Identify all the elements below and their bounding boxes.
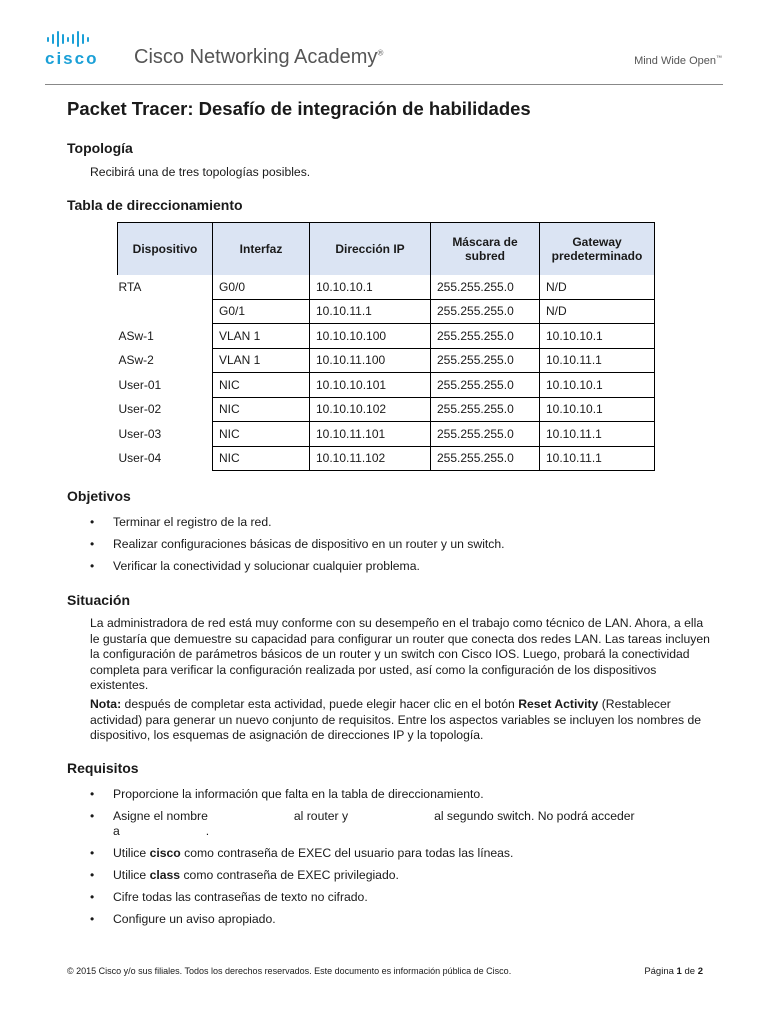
academy-title: Cisco Networking Academy® (134, 46, 384, 68)
cell-device: User-01 (118, 377, 162, 392)
cell-interface: VLAN 1 (213, 348, 310, 373)
cisco-bars-icon (47, 30, 125, 48)
requirements-heading: Requisitos (67, 760, 139, 776)
requirements-list (90, 787, 635, 934)
cell-mask: 255.255.255.0 (431, 348, 540, 373)
cell-mask: 255.255.255.0 (431, 446, 540, 471)
cell-mask: 255.255.255.0 (431, 324, 540, 349)
cell-gateway: 10.10.10.1 (540, 373, 655, 398)
column-header: Dispositivo (118, 223, 213, 276)
header-divider (45, 84, 723, 85)
list-item: • Cifre todas las contraseñas de texto no cifrado. (90, 890, 635, 912)
cell-mask: 255.255.255.0 (431, 397, 540, 422)
cell-interface: VLAN 1 (213, 324, 310, 349)
cell-ip: 10.10.10.101 (310, 373, 431, 398)
cell-device: User-04 (118, 451, 162, 466)
column-header: Dirección IP (310, 223, 431, 276)
cell-gateway: 10.10.10.1 (540, 324, 655, 349)
cell-ip: 10.10.10.100 (310, 324, 431, 349)
column-header: Interfaz (213, 223, 310, 276)
column-header: Gateway predeterminado (540, 223, 655, 276)
cell-ip: 10.10.10.102 (310, 397, 431, 422)
cell-gateway: N/D (540, 299, 655, 324)
cell-device: ASw-1 (118, 328, 154, 343)
table-row (118, 397, 655, 422)
list-item: • Realizar configuraciones básicas de dispositivo en un router y un switch. (90, 537, 505, 559)
cell-interface: NIC (213, 373, 310, 398)
cell-ip: 10.10.11.101 (310, 422, 431, 447)
cell-mask: 255.255.255.0 (431, 299, 540, 324)
table-row (118, 422, 655, 447)
page-number: Página 1 de 2 (644, 966, 703, 977)
situation-paragraph: La administradora de red está muy conforme con su desempeño en el trabajo como técnico de LAN. Ahora, a ella le gustaría que demuestre su capacidad para configurar un router que conecta dos redes LAN. Las tareas incluyen la configuración de parámetros básicos de un router y un switch con Cisco IOS. Luego, probará la conectividad completa para verificar la configuración realizada por usted, así como la configuración de los dispositivos existentes. (90, 616, 710, 692)
addressing-table (117, 222, 655, 471)
cell-ip: 10.10.11.102 (310, 446, 431, 471)
cell-interface: G0/1 (213, 299, 310, 324)
page-header (0, 0, 768, 88)
cell-mask: 255.255.255.0 (431, 373, 540, 398)
situation-note: Nota: después de completar esta actividad, puede elegir hacer clic en el botón Reset Activity (Restablecer actividad) para generar un nuevo conjunto de requisitos. Entre los aspectos variables se incluyen los nombres de dispositivo, los esquemas de asignación de direcciones IP y la topología. (90, 697, 702, 742)
cell-gateway: N/D (540, 275, 655, 299)
cell-device: User-02 (118, 402, 162, 417)
page-footer (67, 966, 703, 976)
list-item: • Asigne el nombre al router y al segundo switch. No podrá acceder a . (90, 809, 635, 846)
cell-interface: NIC (213, 446, 310, 471)
page-title: Packet Tracer: Desafío de integración de habilidades (67, 98, 531, 119)
cell-mask: 255.255.255.0 (431, 275, 540, 299)
list-item: • Configure un aviso apropiado. (90, 912, 635, 934)
list-item: • Utilice cisco como contraseña de EXEC del usuario para todas las líneas. (90, 846, 635, 868)
cell-ip: 10.10.11.100 (310, 348, 431, 373)
cisco-wordmark: cisco (45, 49, 99, 68)
cell-gateway: 10.10.10.1 (540, 397, 655, 422)
table-header-row (118, 223, 655, 276)
cell-interface: G0/0 (213, 275, 310, 299)
list-item: • Utilice class como contraseña de EXEC privilegiado. (90, 868, 635, 890)
list-item: • Verificar la conectividad y solucionar cualquier problema. (90, 559, 505, 581)
cell-gateway: 10.10.11.1 (540, 446, 655, 471)
cell-device: User-03 (118, 426, 162, 441)
objectives-list (90, 515, 505, 581)
list-item: • Proporcione la información que falta en la tabla de direccionamiento. (90, 787, 635, 809)
tagline: Mind Wide Open™ (634, 55, 722, 67)
topology-heading: Topología (67, 140, 133, 156)
cisco-logo (45, 30, 125, 70)
table-row (118, 446, 655, 471)
topology-text: Recibirá una de tres topologías posibles. (90, 165, 311, 179)
table-row (118, 373, 655, 398)
cell-interface: NIC (213, 397, 310, 422)
cell-device: RTA (118, 280, 142, 294)
cell-device: ASw-2 (118, 353, 154, 368)
cell-ip: 10.10.10.1 (310, 275, 431, 299)
cell-gateway: 10.10.11.1 (540, 422, 655, 447)
table-row (118, 324, 655, 349)
addressing-heading: Tabla de direccionamiento (67, 197, 243, 213)
objectives-heading: Objetivos (67, 488, 131, 504)
table-row (118, 275, 655, 299)
cell-gateway: 10.10.11.1 (540, 348, 655, 373)
cell-device (118, 299, 213, 324)
cell-interface: NIC (213, 422, 310, 447)
list-item: • Terminar el registro de la red. (90, 515, 505, 537)
table-row (118, 299, 655, 324)
situation-heading: Situación (67, 592, 131, 608)
cell-mask: 255.255.255.0 (431, 422, 540, 447)
table-row (118, 348, 655, 373)
column-header: Máscara de subred (431, 223, 540, 276)
copyright-text: © 2015 Cisco y/o sus filiales. Todos los derechos reservados. Este documento es información pública de Cisco. (67, 966, 512, 976)
cell-ip: 10.10.11.1 (310, 299, 431, 324)
